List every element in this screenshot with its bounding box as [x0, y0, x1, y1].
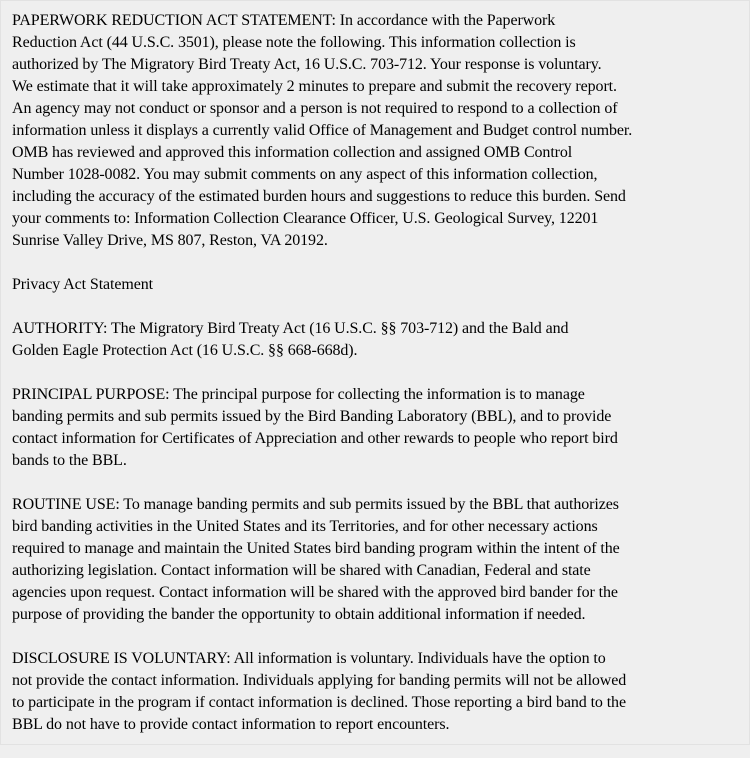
text-line: ROUTINE USE: To manage banding permits and sub permits issued by the BBL that authorizes	[12, 496, 619, 513]
text-line: OMB has reviewed and approved this information collection and assigned OMB Control	[12, 144, 573, 161]
privacy-act-title	[12, 274, 742, 296]
text-line: not provide the contact information. Individuals applying for banding permits will not be allowed	[12, 672, 627, 689]
text-line: bands to the BBL.	[12, 452, 127, 469]
text-line: your comments to: Information Collection Clearance Officer, U.S. Geological Survey, 12201	[12, 210, 599, 227]
text-line: to participate in the program if contact information is declined. Those reporting a bird band to the	[12, 694, 626, 711]
text-line: authorizing legislation. Contact information will be shared with Canadian, Federal and state	[12, 562, 591, 579]
text-line: contact information for Certificates of Appreciation and other rewards to people who report bird	[12, 430, 618, 447]
text-line: DISCLOSURE IS VOLUNTARY: All information is voluntary. Individuals have the option to	[12, 650, 606, 667]
text-line: required to manage and maintain the United States bird banding program within the intent of the	[12, 540, 620, 557]
text-line: Sunrise Valley Drive, MS 807, Reston, VA 20192.	[12, 232, 328, 249]
text-line: banding permits and sub permits issued by the Bird Banding Laboratory (BBL), and to provide	[12, 408, 612, 425]
text-line: AUTHORITY: The Migratory Bird Treaty Act (16 U.S.C. §§ 703-712) and the Bald and	[12, 320, 569, 337]
text-line: Number 1028-0082. You may submit comments on any aspect of this information collection,	[12, 166, 598, 183]
text-line: An agency may not conduct or sponsor and a person is not required to respond to a collection of	[12, 100, 618, 117]
authority	[12, 318, 742, 362]
paperwork-reduction-act-statement	[12, 10, 742, 252]
text-line: We estimate that it will take approximately 2 minutes to prepare and submit the recovery report.	[12, 78, 617, 95]
text-line: Privacy Act Statement	[12, 276, 153, 293]
text-line: authorized by The Migratory Bird Treaty Act, 16 U.S.C. 703-712. Your response is voluntary.	[12, 56, 602, 73]
text-line: purpose of providing the bander the opportunity to obtain additional information if needed.	[12, 606, 586, 623]
routine-use	[12, 494, 742, 626]
principal-purpose	[12, 384, 742, 472]
text-line: PAPERWORK REDUCTION ACT STATEMENT: In accordance with the Paperwork	[12, 12, 556, 29]
text-line: including the accuracy of the estimated burden hours and suggestions to reduce this burden. Send	[12, 188, 626, 205]
disclosure-voluntary	[12, 648, 742, 736]
text-line: Reduction Act (44 U.S.C. 3501), please note the following. This information collection is	[12, 34, 576, 51]
text-line: Golden Eagle Protection Act (16 U.S.C. §§ 668-668d).	[12, 342, 358, 359]
text-line: BBL do not have to provide contact information to report encounters.	[12, 716, 450, 733]
text-line: bird banding activities in the United States and its Territories, and for other necessary actions	[12, 518, 598, 535]
privacy-statement-document	[12, 10, 742, 758]
text-line: agencies upon request. Contact information will be shared with the approved bird bander for the	[12, 584, 618, 601]
text-line: PRINCIPAL PURPOSE: The principal purpose for collecting the information is to manage	[12, 386, 585, 403]
text-line: information unless it displays a currently valid Office of Management and Budget control number.	[12, 122, 633, 139]
